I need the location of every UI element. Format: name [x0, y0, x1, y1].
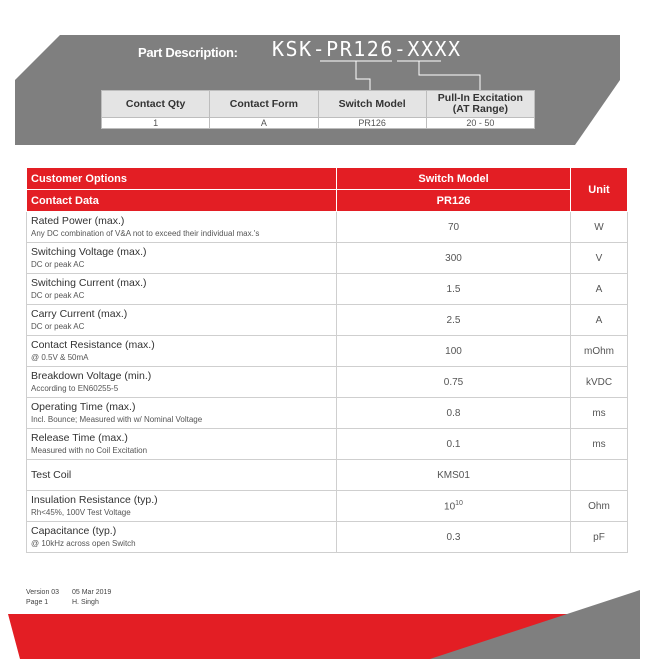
customer-options-header: Customer Options	[27, 168, 337, 190]
table-row	[27, 522, 628, 553]
param-name: Capacitance (typ.)	[31, 525, 117, 537]
param-unit: ms	[571, 398, 628, 429]
header-banner	[0, 0, 667, 160]
revision-date: 05 Mar 2019	[72, 589, 112, 596]
param-name: Breakdown Voltage (min.)	[31, 370, 152, 382]
param-value: 70	[337, 212, 571, 243]
param-note: @ 10kHz across open Switch	[31, 539, 136, 548]
summary-value-contact-form: A	[210, 118, 318, 129]
summary-header-contact-qty: Contact Qty	[102, 91, 210, 118]
param-unit	[571, 460, 628, 491]
table-row	[27, 398, 628, 429]
summary-header-pull-in: Pull-In Excitation (AT Range)	[426, 91, 534, 118]
footer-graphic	[0, 580, 667, 659]
param-unit: kVDC	[571, 367, 628, 398]
param-unit: mOhm	[571, 336, 628, 367]
param-note: Rh<45%, 100V Test Voltage	[31, 508, 131, 517]
author-name: H. Singh	[72, 599, 99, 606]
param-value: 300	[337, 243, 571, 274]
param-name: Insulation Resistance (typ.)	[31, 494, 158, 506]
param-value: 0.75	[337, 367, 571, 398]
table-row	[27, 367, 628, 398]
param-name: Test Coil	[31, 468, 72, 481]
contact-data-header: Contact Data	[27, 190, 337, 212]
table-row	[27, 243, 628, 274]
summary-value-contact-qty: 1	[102, 118, 210, 129]
param-note: Any DC combination of V&A not to exceed their individual max.'s	[31, 229, 260, 238]
param-name: Contact Resistance (max.)	[31, 339, 155, 351]
param-name: Switching Voltage (max.)	[31, 246, 147, 258]
value-exponent: 10	[455, 499, 463, 507]
param-name: Release Time (max.)	[31, 432, 128, 444]
param-unit: V	[571, 243, 628, 274]
table-row	[27, 274, 628, 305]
param-name: Rated Power (max.)	[31, 215, 125, 227]
value-base: 10	[444, 501, 456, 513]
param-unit: ms	[571, 429, 628, 460]
table-row	[27, 305, 628, 336]
page-label: Page 1	[26, 599, 49, 606]
param-value: KMS01	[337, 460, 571, 491]
param-unit: W	[571, 212, 628, 243]
param-unit: pF	[571, 522, 628, 553]
summary-value-switch-model: PR126	[318, 118, 426, 129]
summary-header-contact-form: Contact Form	[210, 91, 318, 118]
specifications-table	[26, 167, 628, 553]
param-unit: Ohm	[571, 491, 628, 522]
switch-model-header: Switch Model	[337, 168, 571, 190]
table-row	[27, 429, 628, 460]
param-name: Carry Current (max.)	[31, 308, 128, 320]
param-value: 0.3	[337, 522, 571, 553]
table-row	[27, 212, 628, 243]
part-code: KSK-PR126-XXXX	[272, 37, 462, 61]
model-header: PR126	[337, 190, 571, 212]
table-row	[27, 491, 628, 522]
table-row	[27, 336, 628, 367]
param-unit: A	[571, 305, 628, 336]
part-summary-table	[101, 90, 535, 129]
unit-header: Unit	[571, 168, 628, 212]
param-value: 2.5	[337, 305, 571, 336]
param-name: Operating Time (max.)	[31, 401, 136, 413]
param-unit: A	[571, 274, 628, 305]
param-note: Incl. Bounce; Measured with w/ Nominal Voltage	[31, 415, 203, 424]
param-note: DC or peak AC	[31, 322, 85, 331]
param-value: 0.1	[337, 429, 571, 460]
summary-header-switch-model: Switch Model	[318, 91, 426, 118]
param-note: Measured with no Coil Excitation	[31, 446, 148, 455]
param-note: DC or peak AC	[31, 260, 85, 269]
param-note: DC or peak AC	[31, 291, 85, 300]
param-note: @ 0.5V & 50mA	[31, 353, 89, 362]
param-value: 0.8	[337, 398, 571, 429]
table-row	[27, 460, 628, 491]
param-note: According to EN60255-5	[31, 384, 119, 393]
param-value	[337, 491, 571, 522]
part-description-label: Part Description:	[138, 45, 238, 60]
summary-value-pull-in: 20 - 50	[426, 118, 534, 129]
param-name: Switching Current (max.)	[31, 277, 147, 289]
param-value: 1.5	[337, 274, 571, 305]
param-value: 100	[337, 336, 571, 367]
version-label: Version 03	[26, 589, 60, 596]
